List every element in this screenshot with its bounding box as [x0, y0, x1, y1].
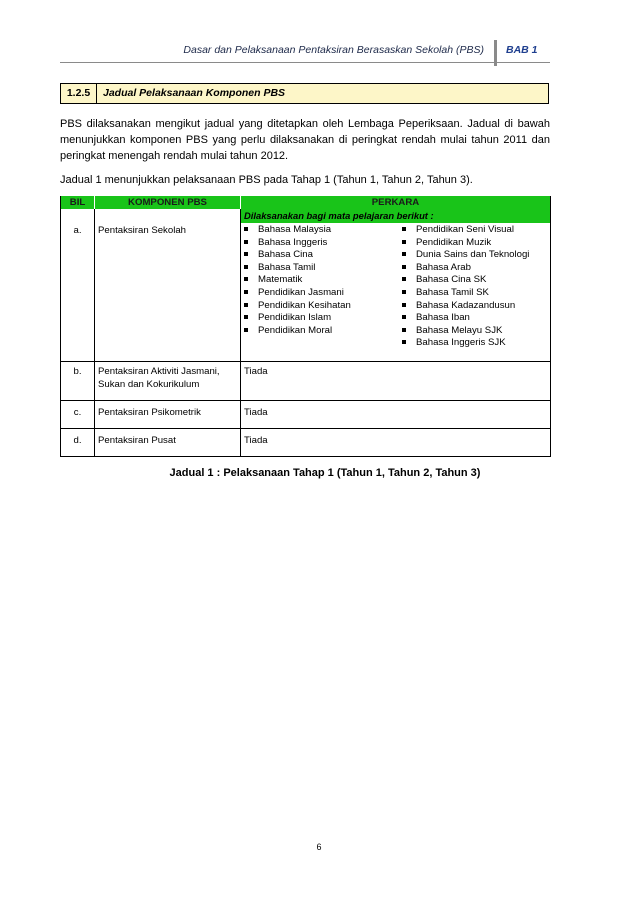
list-item: Bahasa Malaysia — [244, 224, 402, 237]
bullet-icon — [244, 265, 248, 269]
list-item: Bahasa Tamil SK — [402, 287, 529, 300]
section-title: Jadual Pelaksanaan Komponen PBS — [103, 87, 286, 99]
perkara-subheader: Dilaksanakan bagi mata pelajaran berikut : — [241, 209, 551, 223]
table-intro-paragraph: Jadual 1 menunjukkan pelaksanaan PBS pada Tahap 1 (Tahun 1, Tahun 2, Tahun 3). — [60, 174, 473, 186]
bullet-icon — [402, 277, 406, 281]
header-perkara: PERKARA — [241, 196, 551, 209]
intro-paragraph: PBS dilaksanakan mengikut jadual yang ditetapkan oleh Lembaga Peperiksaan. Jadual di bawah menunjukkan komponen PBS yang perlu dilaksanakan di peringkat rendah mulai tahun 2011 dan peringkat menengah rendah mulai tahun 2012. — [60, 118, 550, 162]
list-item: Bahasa Arab — [402, 262, 529, 275]
page-number: 6 — [316, 842, 322, 852]
list-item: Bahasa Cina — [244, 249, 402, 262]
table-row — [61, 429, 551, 457]
list-item: Pendidikan Islam — [244, 312, 402, 325]
pbs-table — [60, 196, 551, 457]
header-bil: BIL — [61, 196, 95, 209]
list-item: Bahasa Iban — [402, 312, 529, 325]
bullet-icon — [244, 315, 248, 319]
row-perkara: Tiada — [241, 429, 551, 457]
list-item: Bahasa Melayu SJK — [402, 325, 529, 338]
list-item: Bahasa Inggeris SJK — [402, 337, 529, 350]
bullet-icon — [402, 315, 406, 319]
table-row — [61, 362, 551, 401]
bullet-icon — [244, 227, 248, 231]
bullet-icon — [402, 240, 406, 244]
list-item: Pendidikan Seni Visual — [402, 224, 529, 237]
bullet-icon — [402, 303, 406, 307]
list-item: Pendidikan Jasmani — [244, 287, 402, 300]
row-bil: a. — [61, 223, 95, 362]
row-bil: b. — [61, 362, 95, 401]
bullet-icon — [402, 252, 406, 256]
list-item: Pendidikan Kesihatan — [244, 300, 402, 313]
row-komponen: Pentaksiran Pusat — [95, 429, 241, 457]
row-perkara — [241, 223, 551, 362]
table-caption: Jadual 1 : Pelaksanaan Tahap 1 (Tahun 1, Tahun 2, Tahun 3) — [169, 467, 481, 479]
header-komponen: KOMPONEN PBS — [95, 196, 241, 209]
table-row — [61, 223, 551, 362]
chapter-label: BAB 1 — [506, 44, 538, 56]
list-item: Pendidikan Muzik — [402, 237, 529, 250]
section-heading — [60, 83, 549, 104]
bullet-icon — [402, 265, 406, 269]
row-perkara: Tiada — [241, 362, 551, 401]
bullet-icon — [402, 328, 406, 332]
row-bil: d. — [61, 429, 95, 457]
bullet-icon — [244, 252, 248, 256]
row-komponen: Pentaksiran Sekolah — [95, 223, 241, 362]
list-item: Dunia Sains dan Teknologi — [402, 249, 529, 262]
list-item: Bahasa Kadazandusun — [402, 300, 529, 313]
list-item: Bahasa Cina SK — [402, 274, 529, 287]
subjects-column-2 — [402, 224, 529, 350]
row-komponen: Pentaksiran Aktiviti Jasmani, Sukan dan Kokurikulum — [95, 362, 241, 401]
header-title: Dasar dan Pelaksanaan Pentaksiran Berasaskan Sekolah (PBS) — [183, 44, 484, 56]
bullet-icon — [244, 290, 248, 294]
row-perkara: Tiada — [241, 401, 551, 429]
bullet-icon — [244, 240, 248, 244]
page-header — [60, 40, 550, 62]
header-rule — [60, 62, 550, 63]
row-bil: c. — [61, 401, 95, 429]
bullet-icon — [244, 303, 248, 307]
list-item: Bahasa Tamil — [244, 262, 402, 275]
subjects-column-1 — [244, 224, 402, 350]
section-number: 1.2.5 — [61, 84, 97, 103]
bullet-icon — [402, 340, 406, 344]
table-row — [61, 401, 551, 429]
list-item: Matematik — [244, 274, 402, 287]
bullet-icon — [244, 277, 248, 281]
list-item: Pendidikan Moral — [244, 325, 402, 338]
bullet-icon — [402, 290, 406, 294]
list-item: Bahasa Inggeris — [244, 237, 402, 250]
bullet-icon — [244, 328, 248, 332]
row-komponen: Pentaksiran Psikometrik — [95, 401, 241, 429]
bullet-icon — [402, 227, 406, 231]
